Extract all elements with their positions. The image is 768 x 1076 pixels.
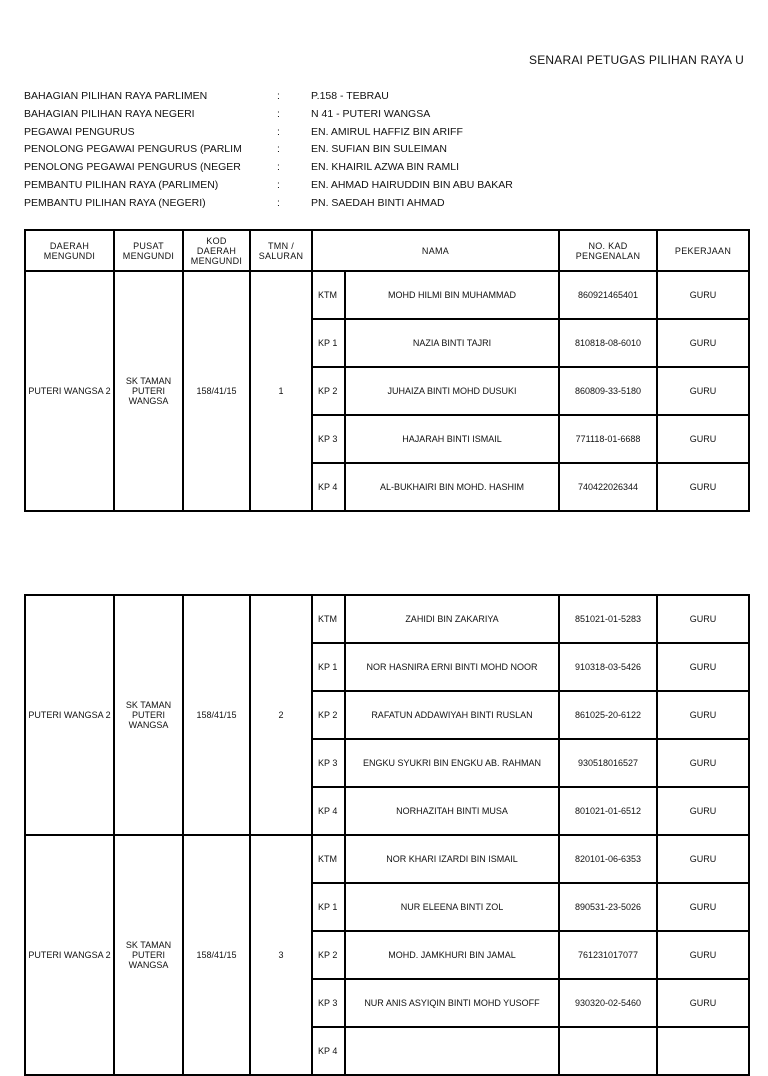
role-code-cell: KP 3 (312, 739, 345, 787)
daerah-cell: PUTERI WANGSA 2 (25, 271, 114, 511)
ic-cell (559, 1027, 657, 1075)
col-header-nama: NAMA (312, 230, 559, 271)
name-cell: NORHAZITAH BINTI MUSA (345, 787, 559, 835)
ic-cell: 740422026344 (559, 463, 657, 511)
col-header-job: PEKERJAAN (657, 230, 749, 271)
pusat-cell: SK TAMAN PUTERI WANGSA (114, 595, 183, 835)
meta-colon: : (277, 178, 280, 191)
ic-cell: 810818-08-6010 (559, 319, 657, 367)
officer-table (24, 229, 750, 512)
role-code-cell: KP 2 (312, 931, 345, 979)
role-code-cell: KP 4 (312, 1027, 345, 1075)
ic-cell: 861025-20-6122 (559, 691, 657, 739)
role-code-cell: KP 3 (312, 415, 345, 463)
meta-row (24, 159, 768, 177)
job-cell: GURU (657, 739, 749, 787)
meta-row (24, 124, 768, 142)
name-cell (345, 1027, 559, 1075)
role-code-cell: KP 1 (312, 883, 345, 931)
saluran-cell: 2 (250, 595, 312, 835)
ic-cell: 860809-33-5180 (559, 367, 657, 415)
job-cell: GURU (657, 415, 749, 463)
job-cell: GURU (657, 931, 749, 979)
col-header-pusat: PUSAT MENGUNDI (114, 230, 183, 271)
job-cell: GURU (657, 271, 749, 319)
name-cell: HAJARAH BINTI ISMAIL (345, 415, 559, 463)
meta-colon: : (277, 107, 280, 120)
ic-cell: 930518016527 (559, 739, 657, 787)
document-title: SENARAI PETUGAS PILIHAN RAYA U (529, 53, 744, 67)
meta-value: EN. KHAIRIL AZWA BIN RAMLI (311, 161, 460, 174)
col-header-ic: NO. KAD PENGENALAN (559, 230, 657, 271)
ic-cell: 761231017077 (559, 931, 657, 979)
ic-cell: 801021-01-6512 (559, 787, 657, 835)
table-row (25, 271, 749, 319)
meta-label: PENOLONG PEGAWAI PENGURUS (NEGER (24, 161, 241, 174)
col-header-daerah: DAERAH MENGUNDI (25, 230, 114, 271)
meta-row (24, 106, 768, 124)
job-cell: GURU (657, 367, 749, 415)
job-cell: GURU (657, 787, 749, 835)
job-cell: GURU (657, 883, 749, 931)
name-cell: NOR KHARI IZARDI BIN ISMAIL (345, 835, 559, 883)
col-header-tmn: TMN / SALURAN (250, 230, 312, 271)
officer-table (24, 594, 750, 1076)
meta-row (24, 141, 768, 159)
name-cell: AL-BUKHAIRI BIN MOHD. HASHIM (345, 463, 559, 511)
meta-value: PN. SAEDAH BINTI AHMAD (311, 196, 445, 209)
job-cell: GURU (657, 979, 749, 1027)
name-cell: ZAHIDI BIN ZAKARIYA (345, 595, 559, 643)
ic-cell: 930320-02-5460 (559, 979, 657, 1027)
meta-row (24, 177, 768, 195)
name-cell: NUR ANIS ASYIQIN BINTI MOHD YUSOFF (345, 979, 559, 1027)
meta-label: PEGAWAI PENGURUS (24, 125, 135, 138)
name-cell: NUR ELEENA BINTI ZOL (345, 883, 559, 931)
name-cell: NOR HASNIRA ERNI BINTI MOHD NOOR (345, 643, 559, 691)
meta-label: BAHAGIAN PILIHAN RAYA PARLIMEN (24, 90, 208, 102)
job-cell: GURU (657, 835, 749, 883)
election-info (24, 88, 768, 213)
role-code-cell: KP 3 (312, 979, 345, 1027)
meta-label: BAHAGIAN PILIHAN RAYA NEGERI (24, 107, 195, 120)
meta-row (24, 88, 768, 106)
name-cell: NAZIA BINTI TAJRI (345, 319, 559, 367)
table-row (25, 595, 749, 643)
name-cell: MOHD. JAMKHURI BIN JAMAL (345, 931, 559, 979)
ic-cell: 910318-03-5426 (559, 643, 657, 691)
kod-cell: 158/41/15 (183, 595, 250, 835)
meta-row (24, 195, 768, 213)
name-cell: RAFATUN ADDAWIYAH BINTI RUSLAN (345, 691, 559, 739)
meta-colon: : (277, 125, 280, 138)
ic-cell: 771118-01-6688 (559, 415, 657, 463)
pusat-cell: SK TAMAN PUTERI WANGSA (114, 835, 183, 1075)
daerah-cell: PUTERI WANGSA 2 (25, 595, 114, 835)
role-code-cell: KP 1 (312, 319, 345, 367)
name-cell: ENGKU SYUKRI BIN ENGKU AB. RAHMAN (345, 739, 559, 787)
ic-cell: 860921465401 (559, 271, 657, 319)
meta-label: PENOLONG PEGAWAI PENGURUS (PARLIM (24, 143, 242, 156)
meta-colon: : (277, 196, 280, 209)
meta-value: EN. AMIRUL HAFFIZ BIN ARIFF (311, 125, 463, 138)
name-cell: MOHD HILMI BIN MUHAMMAD (345, 271, 559, 319)
meta-label: PEMBANTU PILIHAN RAYA (NEGERI) (24, 196, 206, 209)
saluran-cell: 3 (250, 835, 312, 1075)
kod-cell: 158/41/15 (183, 271, 250, 511)
meta-colon: : (277, 143, 280, 156)
role-code-cell: KTM (312, 271, 345, 319)
role-code-cell: KTM (312, 595, 345, 643)
meta-colon: : (277, 90, 280, 102)
pusat-cell: SK TAMAN PUTERI WANGSA (114, 271, 183, 511)
job-cell: GURU (657, 595, 749, 643)
meta-label: PEMBANTU PILIHAN RAYA (PARLIMEN) (24, 178, 219, 191)
job-cell: GURU (657, 319, 749, 367)
table-header-row (25, 230, 749, 271)
ic-cell: 851021-01-5283 (559, 595, 657, 643)
job-cell (657, 1027, 749, 1075)
meta-value: N 41 - PUTERI WANGSA (311, 107, 431, 120)
ic-cell: 890531-23-5026 (559, 883, 657, 931)
job-cell: GURU (657, 691, 749, 739)
daerah-cell: PUTERI WANGSA 2 (25, 835, 114, 1075)
saluran-cell: 1 (250, 271, 312, 511)
role-code-cell: KTM (312, 835, 345, 883)
table-row (25, 835, 749, 883)
meta-value: EN. AHMAD HAIRUDDIN BIN ABU BAKAR (311, 178, 513, 191)
job-cell: GURU (657, 643, 749, 691)
ic-cell: 820101-06-6353 (559, 835, 657, 883)
kod-cell: 158/41/15 (183, 835, 250, 1075)
role-code-cell: KP 4 (312, 787, 345, 835)
meta-value: EN. SUFIAN BIN SULEIMAN (311, 143, 447, 156)
role-code-cell: KP 2 (312, 691, 345, 739)
meta-value: P.158 - TEBRAU (311, 90, 389, 102)
role-code-cell: KP 2 (312, 367, 345, 415)
role-code-cell: KP 4 (312, 463, 345, 511)
job-cell: GURU (657, 463, 749, 511)
col-header-kod: KOD DAERAH MENGUNDI (183, 230, 250, 271)
name-cell: JUHAIZA BINTI MOHD DUSUKI (345, 367, 559, 415)
meta-colon: : (277, 161, 280, 174)
role-code-cell: KP 1 (312, 643, 345, 691)
